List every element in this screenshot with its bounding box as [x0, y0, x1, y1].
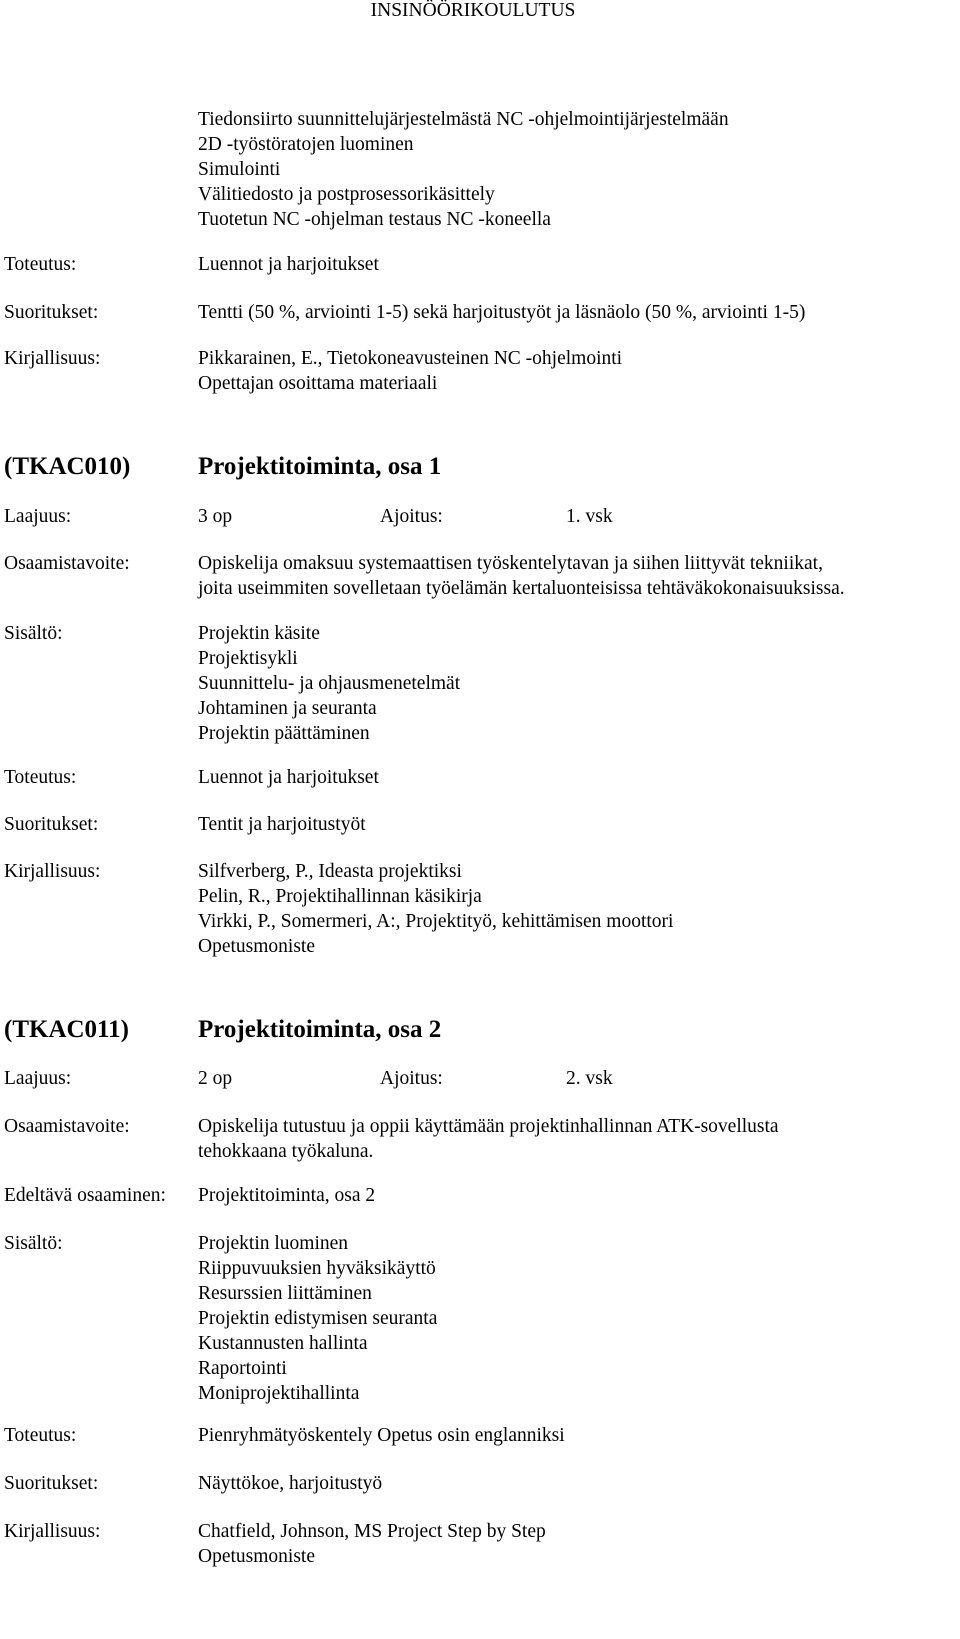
suoritukset-value: Tentit ja harjoitustyöt: [198, 814, 366, 835]
kirjallisuus-item: Opetusmoniste: [198, 1546, 315, 1567]
course2-name: Projektitoiminta, osa 2: [198, 1016, 442, 1043]
kirjallisuus-item: Pelin, R., Projektihallinnan käsikirja: [198, 886, 482, 907]
kirjallisuus-item: Silfverberg, P., Ideasta projektiksi: [198, 861, 462, 882]
page-header-title: INSINÖÖRIKOULUTUS: [370, 0, 576, 21]
kirjallisuus-label: Kirjallisuus:: [4, 861, 101, 882]
osaamistavoite-line: tehokkaana työkaluna.: [198, 1141, 374, 1162]
sisalto-item: Projektin edistymisen seuranta: [198, 1308, 438, 1329]
sisalto-label: Sisältö:: [4, 623, 63, 644]
suoritukset-label: Suoritukset:: [4, 814, 99, 835]
toteutus-value: Luennot ja harjoitukset: [198, 254, 379, 275]
osaamistavoite-label: Osaamistavoite:: [4, 553, 130, 574]
ajoitus-value: 2. vsk: [566, 1068, 613, 1089]
osaamistavoite-line: Opiskelija tutustuu ja oppii käyttämään projektinhallinnan ATK-sovellusta: [198, 1116, 779, 1137]
kirjallisuus-label: Kirjallisuus:: [4, 1521, 101, 1542]
osaamistavoite-line: Opiskelija omaksuu systemaattisen työskentelytavan ja siihen liittyvät tekniikat,: [198, 553, 823, 574]
sisalto-item: Projektin luominen: [198, 1233, 349, 1254]
suoritukset-label: Suoritukset:: [4, 1473, 99, 1494]
sisalto-item: Moniprojektihallinta: [198, 1383, 360, 1404]
course2-code: (TKAC011): [4, 1016, 129, 1043]
laajuus-label: Laajuus:: [4, 506, 72, 527]
toteutus-value: Pienryhmätyöskentely Opetus osin englanniksi: [198, 1425, 565, 1446]
course1-code: (TKAC010): [4, 453, 131, 480]
laajuus-label: Laajuus:: [4, 1068, 72, 1089]
edeltava-value: Projektitoiminta, osa 2: [198, 1185, 376, 1206]
content-line: Välitiedosto ja postprosessorikäsittely: [198, 184, 495, 205]
kirjallisuus-item: Virkki, P., Somermeri, A:, Projektityö, kehittämisen moottori: [198, 911, 674, 932]
toteutus-label: Toteutus:: [4, 767, 77, 788]
ajoitus-label: Ajoitus:: [380, 1068, 443, 1089]
kirjallisuus-item: Opettajan osoittama materiaali: [198, 373, 438, 394]
content-line: Tuotetun NC -ohjelman testaus NC -koneella: [198, 209, 551, 230]
sisalto-label: Sisältö:: [4, 1233, 63, 1254]
kirjallisuus-label: Kirjallisuus:: [4, 348, 101, 369]
sisalto-item: Raportointi: [198, 1358, 287, 1379]
suoritukset-label: Suoritukset:: [4, 302, 99, 323]
page-header: [0, 0, 960, 23]
toteutus-label: Toteutus:: [4, 254, 77, 275]
sisalto-item: Projektin käsite: [198, 623, 320, 644]
laajuus-value: 2 op: [198, 1068, 233, 1089]
ajoitus-value: 1. vsk: [566, 506, 613, 527]
sisalto-item: Johtaminen ja seuranta: [198, 698, 377, 719]
content-line: 2D -työstöratojen luominen: [198, 134, 414, 155]
osaamistavoite-line: joita useimmiten sovelletaan työelämän kertaluonteisissa tehtäväkokonaisuuksissa.: [198, 578, 845, 599]
suoritukset-value: Tentti (50 %, arviointi 1-5) sekä harjoitustyöt ja läsnäolo (50 %, arviointi 1-5): [198, 302, 806, 323]
sisalto-item: Projektisykli: [198, 648, 298, 669]
sisalto-item: Resurssien liittäminen: [198, 1283, 372, 1304]
kirjallisuus-item: Pikkarainen, E., Tietokoneavusteinen NC -ohjelmointi: [198, 348, 623, 369]
osaamistavoite-label: Osaamistavoite:: [4, 1116, 130, 1137]
content-line: Tiedonsiirto suunnittelujärjestelmästä NC -ohjelmointijärjestelmään: [198, 109, 729, 130]
toteutus-value: Luennot ja harjoitukset: [198, 767, 379, 788]
sisalto-item: Projektin päättäminen: [198, 723, 370, 744]
sisalto-item: Riippuvuuksien hyväksikäyttö: [198, 1258, 436, 1279]
ajoitus-label: Ajoitus:: [380, 506, 443, 527]
edeltava-label: Edeltävä osaaminen:: [4, 1185, 166, 1206]
sisalto-item: Kustannusten hallinta: [198, 1333, 368, 1354]
content-line: Simulointi: [198, 159, 281, 180]
sisalto-item: Suunnittelu- ja ohjausmenetelmät: [198, 673, 461, 694]
course1-name: Projektitoiminta, osa 1: [198, 453, 442, 480]
toteutus-label: Toteutus:: [4, 1425, 77, 1446]
kirjallisuus-item: Opetusmoniste: [198, 936, 315, 957]
laajuus-value: 3 op: [198, 506, 233, 527]
kirjallisuus-item: Chatfield, Johnson, MS Project Step by Step: [198, 1521, 546, 1542]
suoritukset-value: Näyttökoe, harjoitustyö: [198, 1473, 383, 1494]
